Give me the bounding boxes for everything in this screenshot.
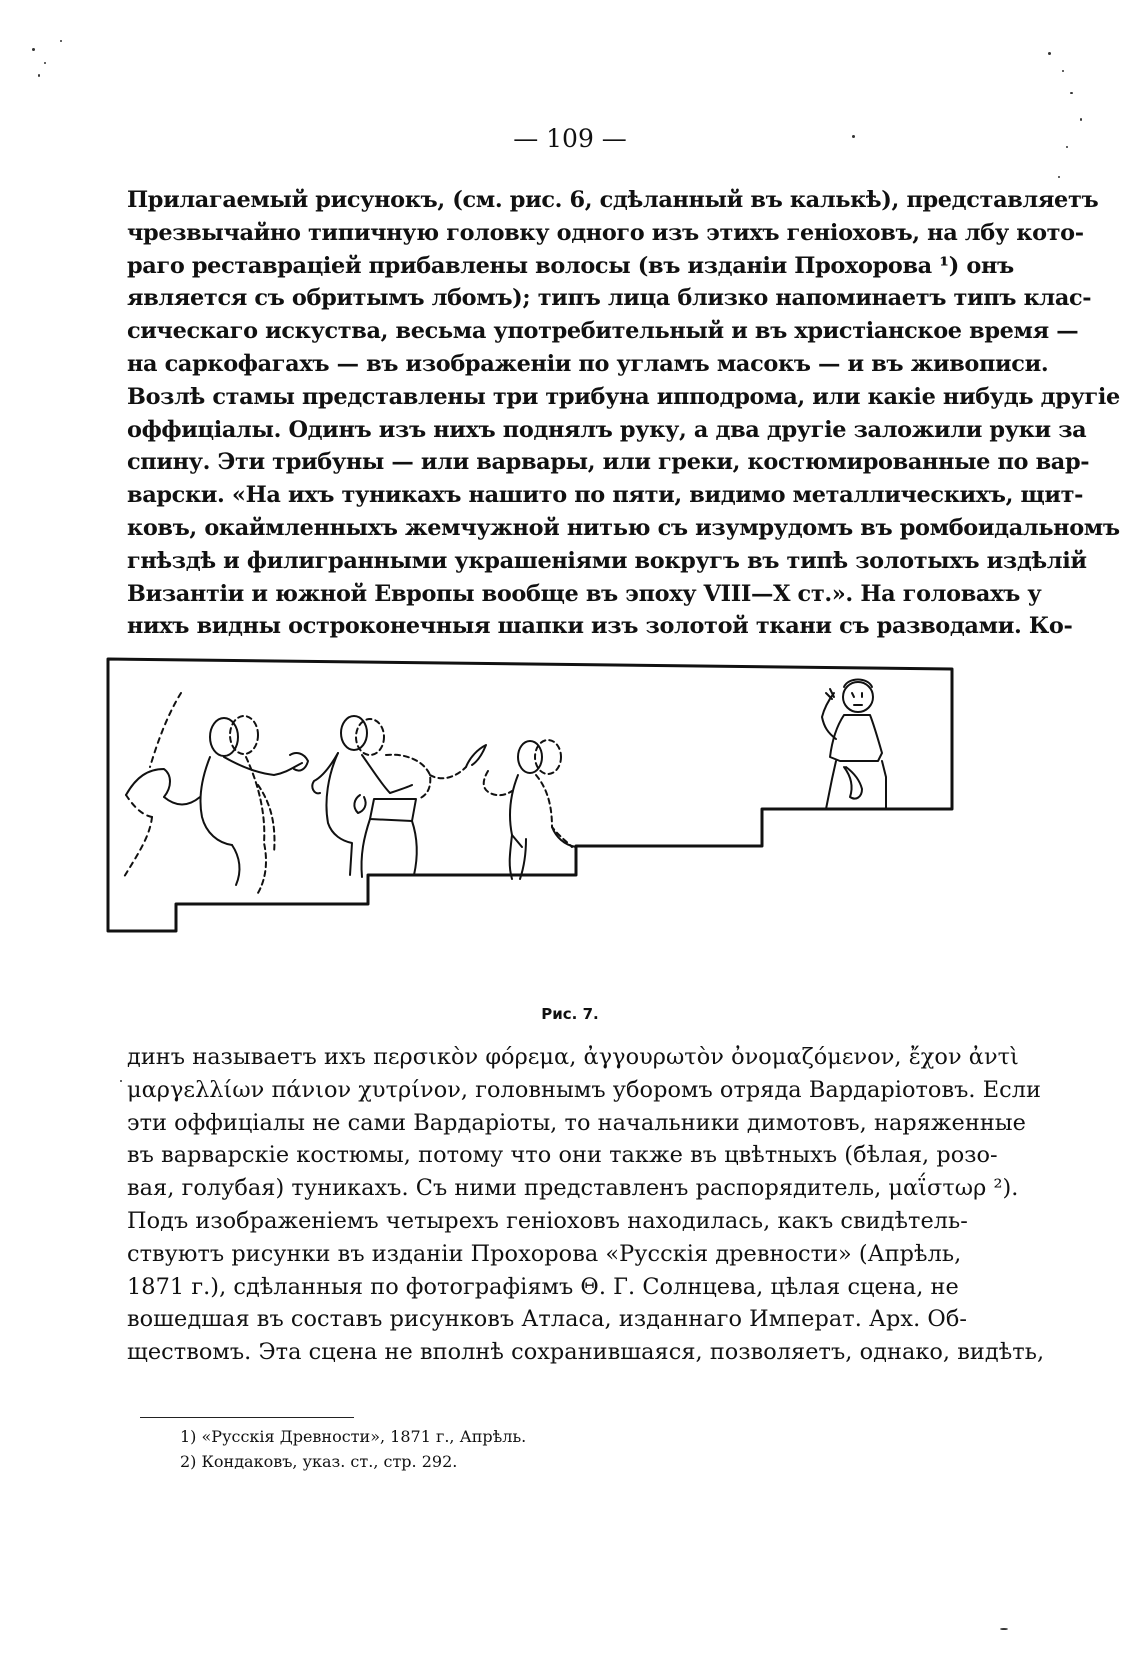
figure-7-illustration xyxy=(106,657,954,988)
text-line: ковъ, окаймленныхъ жемчужной нитью съ изумрудомъ въ ромбоидальномъ xyxy=(127,514,1120,541)
text-line: оффиціалы. Одинъ изъ нихъ поднялъ руку, а два другіе заложили руки за xyxy=(127,416,1087,443)
text-line: сическаго искуства, весьма употребительный и въ христіанское время — xyxy=(127,318,1079,345)
footnotes xyxy=(180,1424,526,1474)
text-line: варски. «На ихъ туникахъ нашито по пяти, видимо металлическихъ, щит- xyxy=(127,482,1084,509)
text-line: гнѣздѣ и филигранными украшеніями вокругъ въ типѣ золотыхъ издѣлій xyxy=(127,547,1087,574)
text-line: въ варварскіе костюмы, потому что они также въ цвѣтныхъ (бѣлая, розо- xyxy=(127,1142,998,1169)
paragraph-2 xyxy=(127,1041,1045,1369)
footnote-separator xyxy=(140,1417,354,1418)
text-line: ществомъ. Эта сцена не вполнѣ сохранившаяся, позволяетъ, однако, видѣть, xyxy=(127,1339,1045,1366)
footnote-2: 2) Кондаковъ, указ. ст., стр. 292. xyxy=(180,1452,458,1471)
running-figure-left xyxy=(124,693,200,877)
text-line: эти оффиціалы не сами Вардаріоты, то начальники димотовъ, наряженные xyxy=(127,1109,1026,1136)
text-line: 1871 г.), сдѣланныя по фотографіямъ Θ. Г. Солнцева, цѣлая сцена, не xyxy=(127,1273,959,1300)
tribune-figures-right xyxy=(484,740,576,879)
frame-outline xyxy=(108,659,952,931)
text-line: вошедшая въ составъ рисунковъ Атласа, изданнаго Императ. Арх. Об- xyxy=(127,1306,967,1333)
text-line: динъ называетъ ихъ περσικὸν φόρεμα, ἀγγουρωτὸν ὀνομαζόμενον, ἔχον ἀντὶ xyxy=(127,1044,1019,1070)
figure-caption: Рис. 7. xyxy=(541,1005,599,1023)
text-line: Возлѣ стамы представлены три трибуна ипподрома, или какіе нибудь другіе xyxy=(127,383,1120,410)
paragraph-1 xyxy=(127,184,1120,643)
tribune-figures-center xyxy=(312,716,486,877)
text-line: Подъ изображеніемъ четырехъ геніоховъ находилась, какъ свидѣтель- xyxy=(127,1207,968,1234)
page-number: — 109 — xyxy=(513,124,627,153)
text-line: раго реставраціей прибавлены волосы (въ изданіи Прохорова ¹) онъ xyxy=(127,252,1014,279)
text-line: Византіи и южной Европы вообще въ эпоху VIII—X ст.». На головахъ у xyxy=(127,580,1042,607)
text-line: ствуютъ рисунки въ изданіи Прохорова «Русскія древности» (Апрѣль, xyxy=(127,1240,962,1267)
charioteer-figure-pair xyxy=(200,716,308,893)
line-drawing xyxy=(106,657,954,988)
text-line: на саркофагахъ — въ изображеніи по угламъ масокъ — и въ живописи. xyxy=(127,350,1049,377)
text-line: спину. Эти трибуны — или варвары, или греки, костюмированные по вар- xyxy=(127,449,1090,476)
official-raising-hand xyxy=(822,680,886,810)
text-line: μαργελλίων πάνιον χυτρίνον, головнымъ уборомъ отряда Вардаріотовъ. Если xyxy=(127,1076,1041,1103)
text-line: является съ обритымъ лбомъ); типъ лица близко напоминаетъ типъ клас- xyxy=(127,285,1092,312)
text-line: чрезвычайно типичную головку одного изъ этихъ геніоховъ, на лбу кото- xyxy=(127,219,1084,246)
text-line: Прилагаемый рисунокъ, (см. рис. 6, сдѣланный въ калькѣ), представляетъ xyxy=(127,187,1099,213)
text-line: вая, голубая) туникахъ. Съ ними представленъ распорядитель, μαΐστωρ ²). xyxy=(127,1175,1019,1202)
footnote-1: 1) «Русскія Древности», 1871 г., Апрѣль. xyxy=(180,1427,527,1446)
text-line: нихъ видны остроконечныя шапки изъ золотой ткани съ разводами. Ко- xyxy=(127,613,1073,640)
